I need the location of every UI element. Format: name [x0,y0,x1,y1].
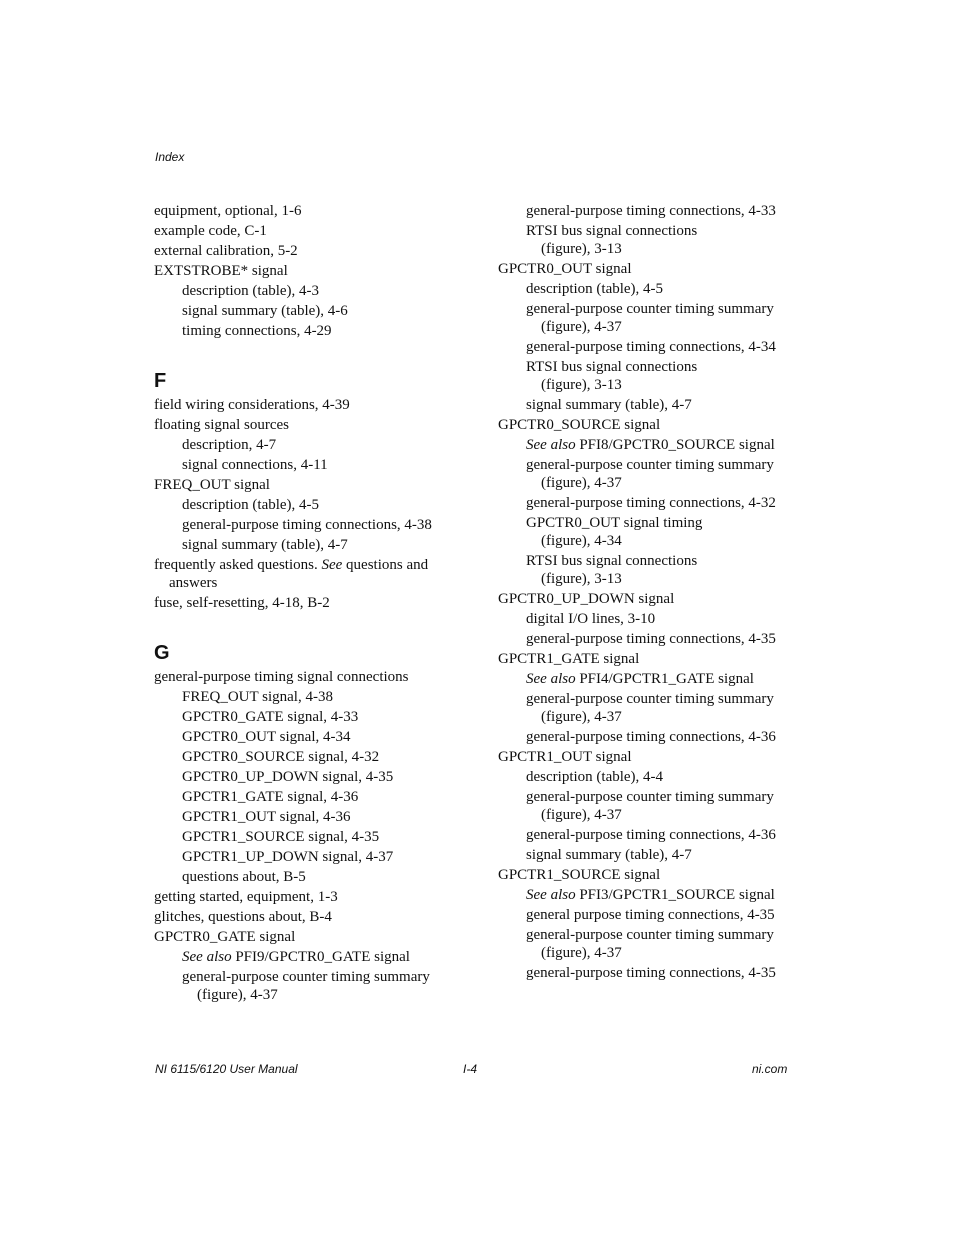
entry-continuation-line: (figure), 4-37 [541,709,622,725]
entry-text-continued: PFI4/GPCTR1_GATE signal [575,671,754,687]
index-subentry [154,848,474,866]
entry-text: GPCTR1_UP_DOWN signal, 4-37 [182,849,394,865]
entry-text: general-purpose counter timing summary [526,691,774,707]
index-subentry [498,768,808,786]
footer-manual-title: NI 6115/6120 User Manual [155,1062,298,1076]
index-subentry [498,630,808,648]
entry-text: GPCTR0_SOURCE signal [498,417,661,433]
entry-text: GPCTR0_GATE signal [154,929,296,945]
entry-text: GPCTR1_OUT signal [498,749,632,765]
index-subentry [498,926,808,962]
index-subentry [498,280,808,298]
entry-text: signal connections, 4-11 [182,457,328,473]
entry-continuation-line: (figure), 3-13 [541,571,622,587]
index-subentry [498,358,808,394]
entry-continuation-line: (figure), 3-13 [541,377,622,393]
running-header: Index [155,150,185,164]
entry-text: general-purpose counter timing summary [526,789,774,805]
entry-text: description, 4-7 [182,437,277,453]
entry-text: FREQ_OUT signal [154,477,270,493]
index-entry [498,416,808,434]
entry-text: EXTSTROBE* signal [154,263,288,279]
index-entry [154,222,474,240]
index-subentry [154,968,474,1004]
entry-continuation-line: answers [169,575,218,591]
entry-text: GPCTR1_GATE signal, 4-36 [182,789,359,805]
index-subentry [154,828,474,846]
index-entry [154,396,474,414]
entry-continuation-line: (figure), 4-37 [197,987,278,1003]
index-subentry [154,282,474,300]
entry-text: GPCTR0_UP_DOWN signal, 4-35 [182,769,394,785]
index-subentry [498,456,808,492]
index-subentry [498,514,808,550]
index-entry [498,590,808,608]
index-subentry [498,886,808,904]
index-subentry [154,868,474,886]
index-subentry [154,302,474,320]
entry-text: floating signal sources [154,417,289,433]
index-entry [154,888,474,906]
index-entry [154,416,474,434]
footer-page-number: I-4 [463,1062,478,1076]
index-subentry [498,846,808,864]
entry-text: general-purpose timing connections, 4-34 [526,339,776,355]
index-letter-heading: F [154,370,167,392]
index-subentry [154,748,474,766]
entry-text: field wiring considerations, 4-39 [154,397,350,413]
index-subentry [498,494,808,512]
index-entry [498,748,808,766]
index-subentry [498,338,808,356]
entry-text: GPCTR0_GATE signal, 4-33 [182,709,359,725]
entry-text: example code, C-1 [154,223,267,239]
see-reference: See also [526,887,576,903]
entry-text: general-purpose timing connections, 4-35 [526,965,776,981]
index-subentry [498,222,808,258]
index-subentry [154,496,474,514]
index-subentry [498,728,808,746]
index-subentry [498,610,808,628]
entry-text: general-purpose timing connections, 4-32 [526,495,776,511]
index-subentry [498,202,808,220]
index-subentry [498,826,808,844]
entry-text-continued: PFI9/GPCTR0_GATE signal [231,949,410,965]
entry-text: signal summary (table), 4-6 [182,303,348,319]
entry-text: general-purpose counter timing summary [526,301,774,317]
index-entry [154,242,474,260]
index-subentry [498,906,808,924]
entry-text-continued: PFI3/GPCTR1_SOURCE signal [575,887,775,903]
index-subentry [498,436,808,454]
entry-text: RTSI bus signal connections [526,553,698,569]
entry-text: RTSI bus signal connections [526,359,698,375]
entry-text: timing connections, 4-29 [182,323,332,339]
index-subentry [154,536,474,554]
index-subentry [498,300,808,336]
index-entry [154,476,474,494]
index-subentry [154,322,474,340]
entry-text: questions about, B-5 [182,869,306,885]
entry-text: description (table), 4-4 [526,769,664,785]
entry-continuation-line: (figure), 4-37 [541,319,622,335]
entry-text: GPCTR1_OUT signal, 4-36 [182,809,351,825]
entry-text-continued: questions and [342,557,429,573]
entry-text: RTSI bus signal connections [526,223,698,239]
index-entry [154,594,474,612]
entry-text-continued: PFI8/GPCTR0_SOURCE signal [575,437,775,453]
entry-text: frequently asked questions. [154,557,322,573]
entry-text: GPCTR0_UP_DOWN signal [498,591,675,607]
entry-continuation-line: (figure), 4-37 [541,475,622,491]
entry-text: description (table), 4-5 [526,281,664,297]
entry-text: FREQ_OUT signal, 4-38 [182,689,333,705]
index-subentry [498,964,808,982]
index-subentry [498,670,808,688]
entry-text: general-purpose counter timing summary [182,969,430,985]
entry-text: getting started, equipment, 1-3 [154,889,338,905]
entry-text: signal summary (table), 4-7 [182,537,348,553]
entry-text: fuse, self-resetting, 4-18, B-2 [154,595,330,611]
entry-continuation-line: (figure), 4-34 [541,533,622,549]
entry-continuation-line: (figure), 4-37 [541,807,622,823]
entry-text: equipment, optional, 1-6 [154,203,302,219]
entry-text: GPCTR1_SOURCE signal [498,867,661,883]
entry-text: general-purpose timing signal connections [154,669,409,685]
index-subentry [154,768,474,786]
entry-text: description (table), 4-5 [182,497,320,513]
index-entry [154,668,474,686]
index-entry [154,908,474,926]
index-subentry [154,808,474,826]
index-subentry [498,552,808,588]
index-subentry [154,436,474,454]
entry-text: general-purpose timing connections, 4-35 [526,631,776,647]
entry-text: digital I/O lines, 3-10 [526,611,656,627]
see-reference: See [321,557,343,573]
index-subentry [154,456,474,474]
entry-text: general-purpose timing connections, 4-36 [526,729,776,745]
entry-text: general-purpose timing connections, 4-38 [182,517,432,533]
entry-text: glitches, questions about, B-4 [154,909,332,925]
index-subentry [498,396,808,414]
entry-text: general-purpose timing connections, 4-36 [526,827,776,843]
index-subentry [154,516,474,534]
entry-text: general-purpose counter timing summary [526,927,774,943]
footer-website: ni.com [752,1062,788,1076]
see-reference: See also [182,949,232,965]
index-subentry [498,690,808,726]
entry-text: general-purpose timing connections, 4-33 [526,203,776,219]
index-subentry [154,708,474,726]
index-column-right [498,200,808,982]
entry-text: description (table), 4-3 [182,283,320,299]
index-subentry [154,728,474,746]
entry-continuation-line: (figure), 4-37 [541,945,622,961]
index-subentry [154,688,474,706]
index-subentry [498,788,808,824]
entry-text: general purpose timing connections, 4-35 [526,907,775,923]
index-subentry [154,948,474,966]
entry-text: external calibration, 5-2 [154,243,298,259]
index-entry [498,650,808,668]
see-reference: See also [526,437,576,453]
index-column-left [154,200,474,1004]
entry-continuation-line: (figure), 3-13 [541,241,622,257]
entry-text: GPCTR0_OUT signal timing [526,515,703,531]
index-entry [498,260,808,278]
index-entry [154,556,474,592]
see-reference: See also [526,671,576,687]
entry-text: GPCTR0_SOURCE signal, 4-32 [182,749,380,765]
index-subentry [154,788,474,806]
index-entry [154,262,474,280]
index-entry [154,202,474,220]
entry-text: signal summary (table), 4-7 [526,847,692,863]
entry-text: GPCTR0_OUT signal, 4-34 [182,729,351,745]
entry-text: GPCTR1_GATE signal [498,651,640,667]
entry-text: GPCTR1_SOURCE signal, 4-35 [182,829,380,845]
entry-text: GPCTR0_OUT signal [498,261,632,277]
index-entry [154,928,474,946]
entry-text: signal summary (table), 4-7 [526,397,692,413]
entry-text: general-purpose counter timing summary [526,457,774,473]
index-letter-heading: G [154,642,170,664]
index-entry [498,866,808,884]
